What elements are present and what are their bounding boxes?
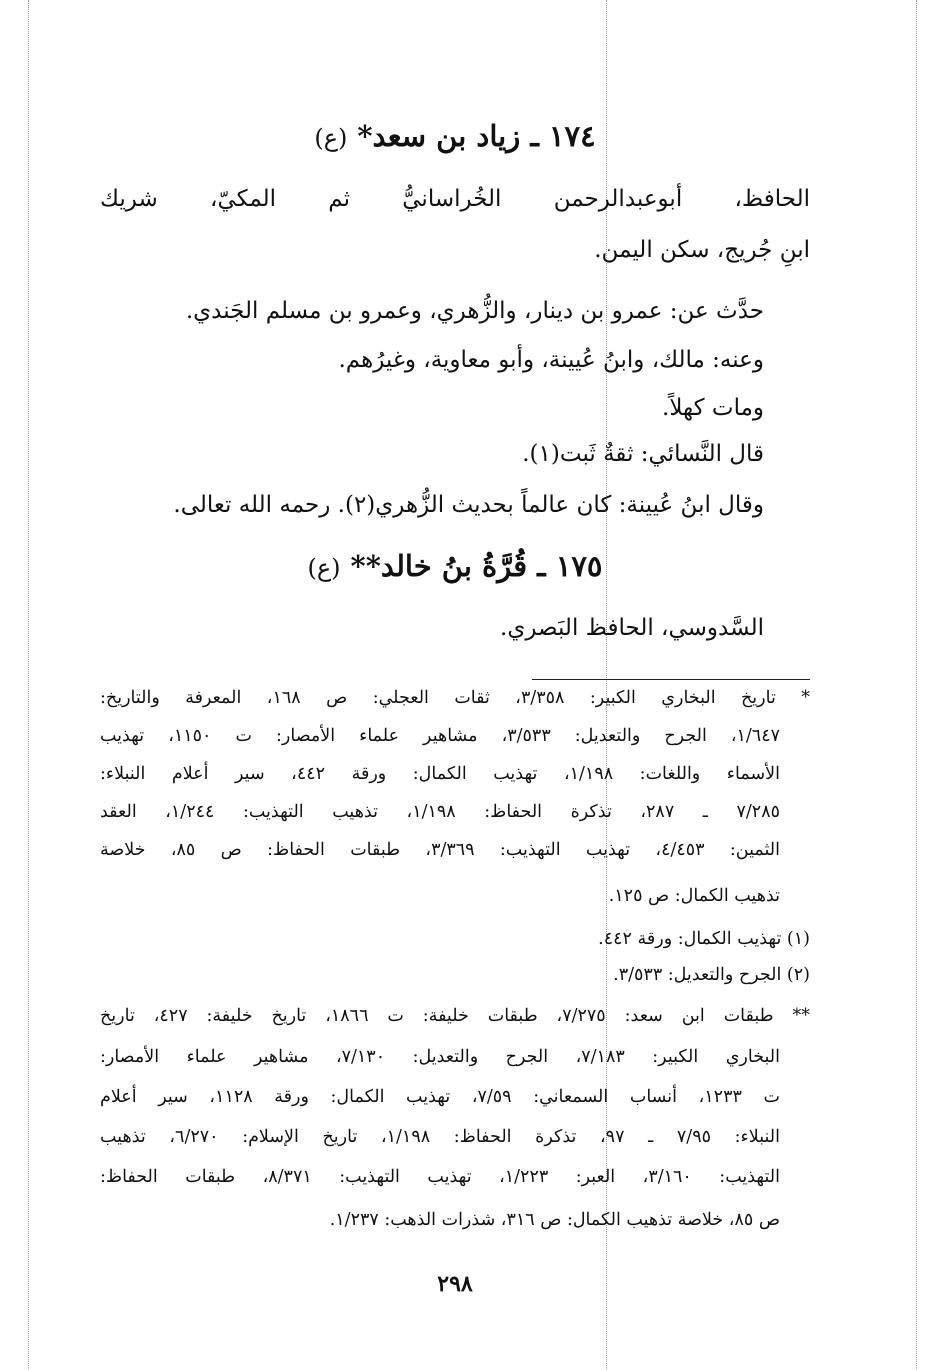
footnote-star2-line-5: التهذيب: ٣/١٦٠، العبر: ١/٢٢٣، تهذيب التهذيب: ٨/٣٧١، طبقات الحفاظ: xyxy=(100,1167,780,1187)
footnote-1: (١) تهذيب الكمال: ورقة ٤٤٢. xyxy=(598,929,810,949)
entry-175-symbol: (ع) xyxy=(307,554,341,582)
entry-174-line-1: الحافظ، أبوعبدالرحمن الخُراسانيُّ ثم المكيّ، شريك xyxy=(100,186,810,212)
footnote-star1-line-2: ١/٦٤٧، الجرح والتعديل: ٣/٥٣٣، مشاهير علماء الأمصار: ت ١١٥٠، تهذيب xyxy=(100,726,780,746)
entry-175-line-1: السَّدوسي، الحافظ البَصري. xyxy=(500,615,764,641)
footnote-2: (٢) الجرح والتعديل: ٣/٥٣٣. xyxy=(613,965,810,985)
entry-175-heading xyxy=(100,548,810,586)
footnote-star1-line-4: ٧/٢٨٥ ـ ٢٨٧، تذكرة الحفاظ: ١/١٩٨، تذهيب التهذيب: ١/٢٤٤، العقد xyxy=(100,802,781,822)
footnote-star2-line-4: النبلاء: ٧/٩٥ ـ ٩٧، تذكرة الحفاظ: ١/١٩٨، تاريخ الإسلام: ٦/٢٧٠، تذهيب xyxy=(100,1127,780,1147)
footnote-star2-line-1: ** طبقات ابن سعد: ٧/٢٧٥، طبقات خليفة: ت ١٨٦٦، تاريخ خليفة: ٤٢٧، تاريخ xyxy=(100,1006,810,1026)
footnote-star2-line-2: البخاري الكبير: ٧/١٨٣، الجرح والتعديل: ٧/١٣٠، مشاهير علماء الأمصار: xyxy=(100,1047,780,1067)
fold-line-right xyxy=(916,0,917,1370)
entry-174-line-5: ومات كهلاً. xyxy=(662,395,764,421)
footnote-star1-line-6: تذهيب الكمال: ص ١٢٥. xyxy=(608,886,780,906)
entry-174-title: ١٧٤ ـ زياد بن سعد* xyxy=(357,119,596,153)
entry-174-line-3: حدَّث عن: عمرو بن دينار، والزُّهري، وعمرو بن مسلم الجَندي. xyxy=(185,298,764,324)
footnote-star1-line-3: الأسماء واللغات: ١/١٩٨، تهذيب الكمال: ورقة ٤٤٢، سير أعلام النبلاء: xyxy=(100,764,780,784)
entry-174-line-7: وقال ابنُ عُيينة: كان عالماً بحديث الزُّهري(٢). رحمه الله تعالى. xyxy=(173,492,764,518)
footnote-star2-line-6: ص ٨٥، خلاصة تذهيب الكمال: ص ٣١٦، شذرات الذهب: ١/٢٣٧. xyxy=(329,1210,780,1230)
footnote-star2-line-3: ت ١٢٣٣، أنساب السمعاني: ٧/٥٩، تهذيب الكمال: ورقة ١١٢٨، سير أعلام xyxy=(100,1087,780,1107)
book-page xyxy=(100,0,810,1370)
footnote-divider xyxy=(532,679,810,680)
footnote-star1-line-1: * تاريخ البخاري الكبير: ٣/٣٥٨، ثقات العجلي: ص ١٦٨، المعرفة والتاريخ: xyxy=(100,688,810,708)
entry-174-heading xyxy=(100,118,810,156)
footnote-star1-line-5: الثمين: ٤/٤٥٣، تهذيب التهذيب: ٣/٣٦٩، طبقات الحفاظ: ص ٨٥، خلاصة xyxy=(100,840,780,860)
entry-174-line-2: ابنِ جُريج، سكن اليمن. xyxy=(594,237,810,263)
entry-174-line-6: قال النَّسائي: ثقةٌ ثَبت(١). xyxy=(522,441,764,467)
entry-175-title: ١٧٥ ـ قُرَّةُ بنُ خالد** xyxy=(350,549,603,583)
fold-line-left xyxy=(28,0,29,1370)
page-number: ٢٩٨ xyxy=(437,1271,473,1297)
entry-174-line-4: وعنه: مالك، وابنُ عُيينة، وأبو معاوية، وغيرُهم. xyxy=(338,347,764,373)
entry-174-symbol: (ع) xyxy=(314,124,348,152)
